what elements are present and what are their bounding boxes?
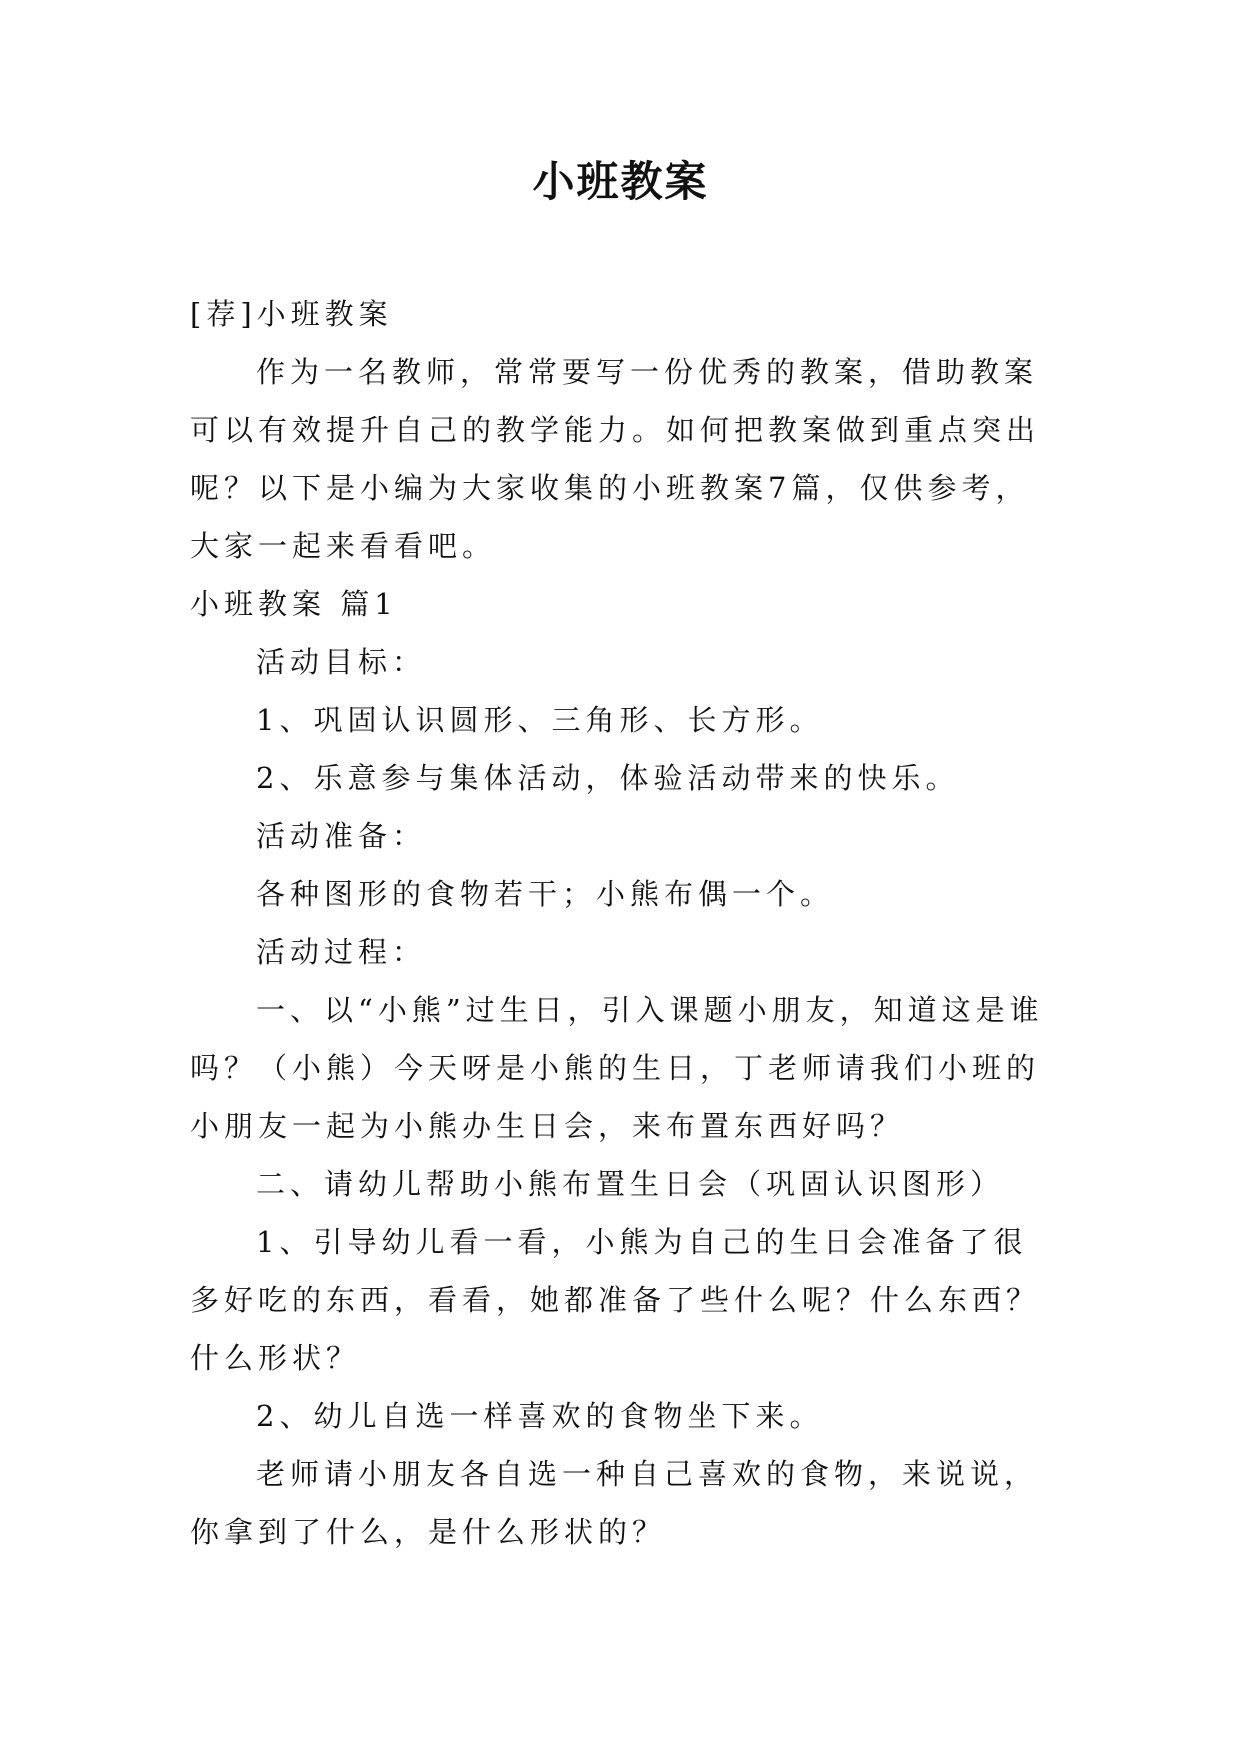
- document-body: [190, 285, 1050, 1561]
- section-heading: 小班教案 篇1: [190, 587, 398, 621]
- paragraph: 1、引导幼儿看一看，小熊为自己的生日会准备了很多好吃的东西，看看，她都准备了些什么呢？什么东西？什么形状？: [190, 1225, 1041, 1375]
- paragraph: 活动目标：: [256, 645, 427, 679]
- page-title: 小班教案: [532, 157, 709, 206]
- paragraph: 作为一名教师，常常要写一份优秀的教案，借助教案可以有效提升自己的教学能力。如何把教案做到重点突出呢？以下是小编为大家收集的小班教案7篇，仅供参考，大家一起来看看吧。: [190, 355, 1041, 563]
- paragraph: 活动准备：: [256, 819, 427, 853]
- paragraph: [荐]小班教案: [190, 297, 393, 331]
- paragraph: 活动过程：: [256, 935, 427, 969]
- paragraph: 2、乐意参与集体活动，体验活动带来的快乐。: [256, 761, 960, 795]
- paragraph: 1、巩固认识圆形、三角形、长方形。: [256, 703, 824, 737]
- paragraph: 一、以“小熊”过生日，引入课题小朋友，知道这是谁吗？（小熊）今天呀是小熊的生日，丁老师请我们小班的小朋友一起为小熊办生日会，来布置东西好吗？: [190, 993, 1044, 1143]
- paragraph: 老师请小朋友各自选一种自己喜欢的食物，来说说，你拿到了什么，是什么形状的？: [190, 1457, 1039, 1549]
- paragraph: 各种图形的食物若干；小熊布偶一个。: [256, 877, 835, 911]
- paragraph: 二、请幼儿帮助小熊布置生日会（巩固认识图形）: [256, 1167, 1005, 1201]
- paragraph: 2、幼儿自选一样喜欢的食物坐下来。: [256, 1399, 824, 1433]
